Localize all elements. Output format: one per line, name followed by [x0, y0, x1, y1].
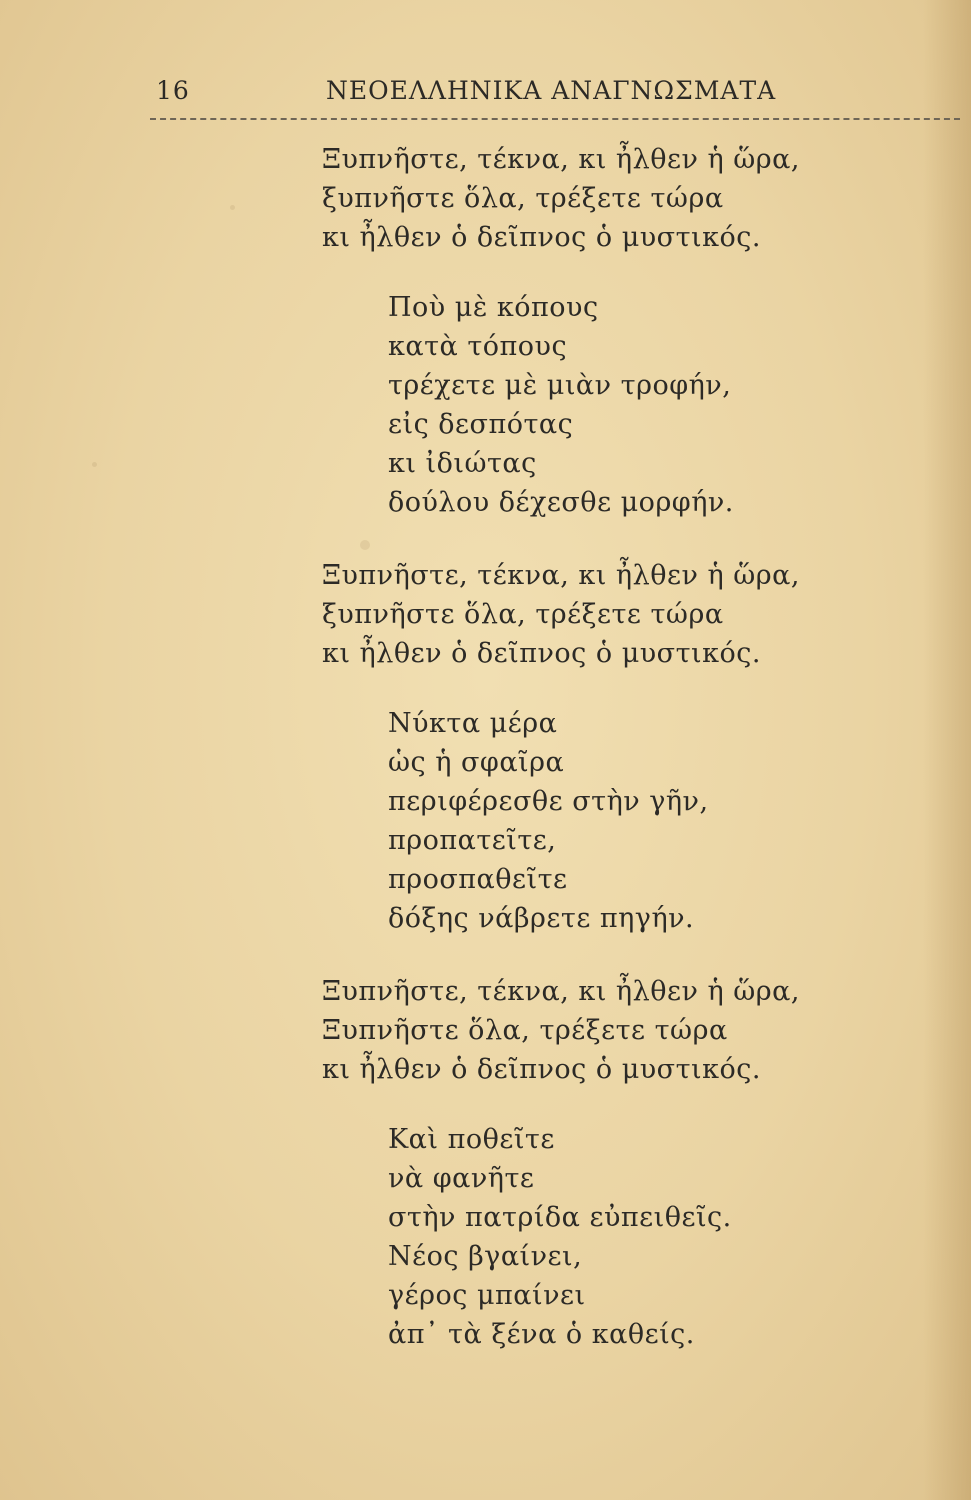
poem-line: ἀπ᾽ τὰ ξένα ὁ καθείς.: [388, 1319, 695, 1350]
page-header: [150, 76, 960, 116]
poem-line: τρέχετε μὲ μιὰν τροφήν,: [388, 370, 732, 401]
poem-line: στὴν πατρίδα εὐπειθεῖς.: [388, 1202, 732, 1233]
poem-line: δούλου δέχεσθε μορφήν.: [388, 487, 734, 518]
poem-line: κι ἦλθεν ὁ δεῖπνος ὁ μυστικός.: [322, 1054, 761, 1085]
poem-line: ξυπνῆστε ὅλα, τρέξετε τώρα: [322, 599, 724, 630]
poem-line: προπατεῖτε,: [388, 825, 557, 856]
poem-line: κατὰ τόπους: [388, 331, 568, 362]
page-edge-shadow: [923, 0, 971, 1500]
poem-line: κι ἰδιώτας: [388, 448, 537, 479]
poem-line: Νέος βγαίνει,: [388, 1241, 583, 1272]
poem-line: Ξυπνῆστε ὅλα, τρέξετε τώρα: [322, 1015, 728, 1046]
poem-line: νὰ φανῆτε: [388, 1163, 535, 1194]
poem-line: δόξης νάβρετε πηγήν.: [388, 903, 695, 934]
poem-line: Ξυπνῆστε, τέκνα, κι ἦλθεν ἡ ὥρα,: [322, 976, 800, 1007]
poem-line: προσπαθεῖτε: [388, 864, 568, 895]
paper-speck: [230, 205, 235, 210]
poem-line: περιφέρεσθε στὴν γῆν,: [388, 786, 709, 817]
page-number: 16: [156, 76, 190, 105]
running-title: ΝΕΟΕΛΛΗΝΙΚΑ ΑΝΑΓΝΩΣΜΑΤΑ: [326, 76, 777, 105]
poem-line: γέρος μπαίνει: [388, 1280, 586, 1311]
poem-line: ξυπνῆστε ὅλα, τρέξετε τώρα: [322, 183, 724, 214]
poem-line: εἰς δεσπότας: [388, 409, 574, 440]
poem-line: Ποὺ μὲ κόπους: [388, 292, 599, 323]
poem-line: Ξυπνῆστε, τέκνα, κι ἦλθεν ἡ ὥρα,: [322, 560, 800, 591]
poem-line: ὡς ἡ σφαῖρα: [388, 747, 565, 778]
poem-line: Καὶ ποθεῖτε: [388, 1124, 555, 1155]
poem-line: κι ἦλθεν ὁ δεῖπνος ὁ μυστικός.: [322, 222, 761, 253]
header-rule: [150, 118, 960, 120]
paper-speck: [92, 462, 97, 467]
poem-line: κι ἦλθεν ὁ δεῖπνος ὁ μυστικός.: [322, 638, 761, 669]
poem-line: Ξυπνῆστε, τέκνα, κι ἦλθεν ἡ ὥρα,: [322, 144, 800, 175]
paper-speck: [360, 540, 370, 550]
poem-line: Νύκτα μέρα: [388, 708, 558, 739]
